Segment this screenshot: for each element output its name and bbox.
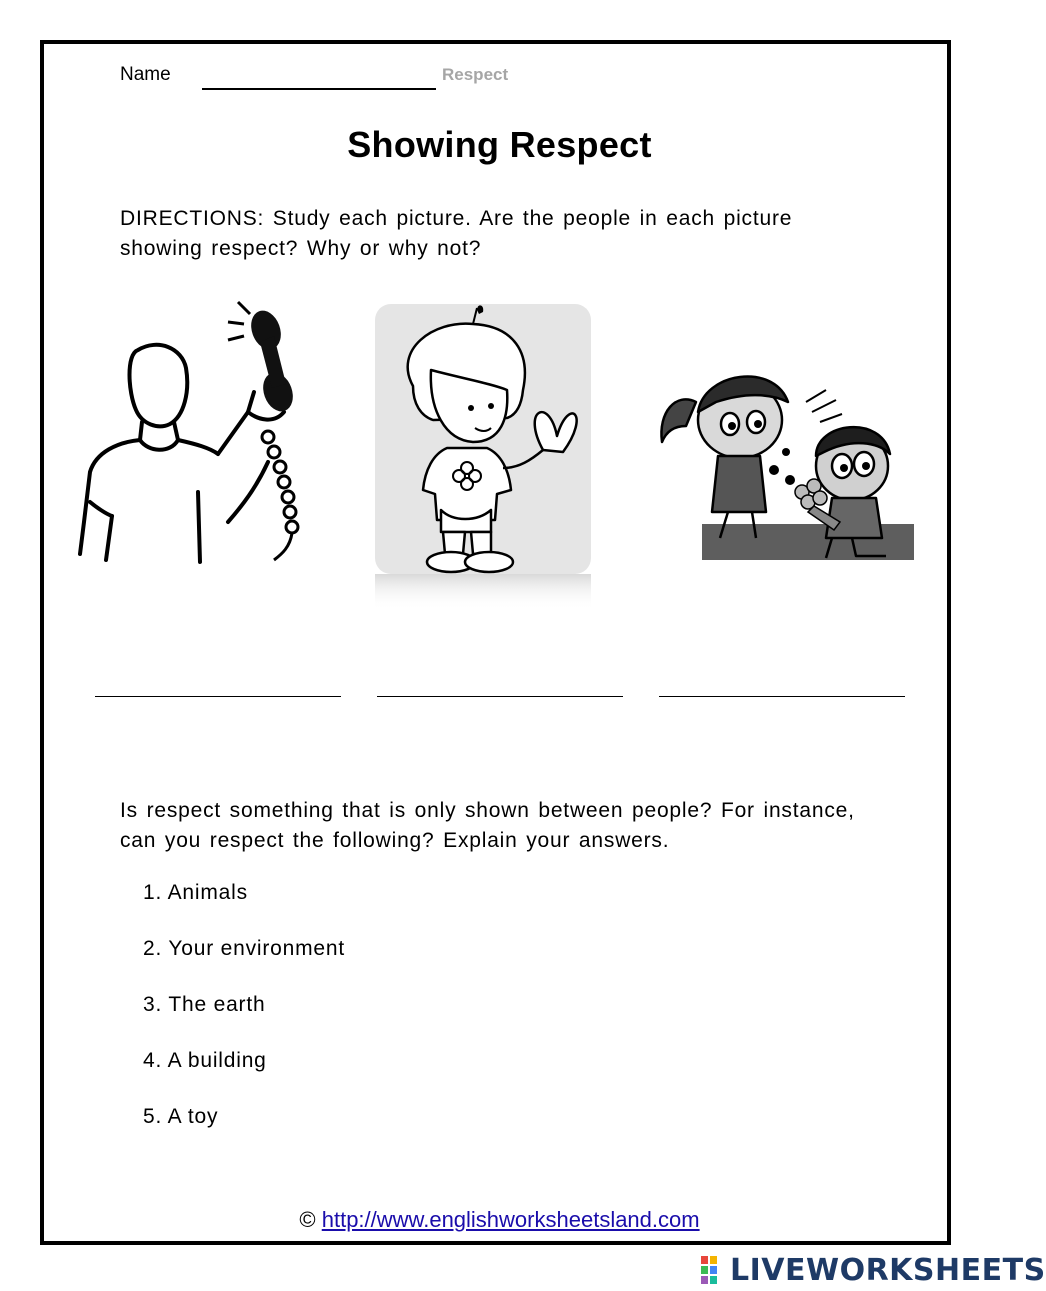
copyright-symbol: © — [299, 1207, 316, 1232]
list-item: 3. The earth — [143, 993, 266, 1016]
liveworksheets-brand[interactable] — [700, 1253, 1046, 1287]
list-item: 4. A building — [143, 1049, 267, 1072]
person-on-phone-icon — [78, 292, 308, 567]
name-input-line[interactable] — [202, 88, 436, 90]
answer-line-2[interactable] — [377, 696, 623, 697]
name-label: Name — [120, 64, 171, 85]
subject-tag: Respect — [442, 65, 509, 84]
list-item: 5. A toy — [143, 1105, 219, 1128]
page-title: Showing Respect — [347, 124, 652, 165]
liveworksheets-logo-icon — [700, 1255, 728, 1285]
source-link[interactable]: http://www.englishworksheetsland.com — [321, 1207, 700, 1232]
question-text: Is respect something that is only shown between people? For instance, can you respect the following? Explain your answers. — [120, 799, 855, 852]
answer-line-3[interactable] — [659, 696, 905, 697]
footer — [44, 1207, 955, 1233]
directions-text: DIRECTIONS: Study each picture. Are the people in each picture showing respect? Why or why not? — [120, 207, 793, 260]
list-item: 1. Animals — [143, 881, 248, 904]
boy-giving-flowers-icon — [656, 342, 916, 564]
worksheet-page — [40, 40, 951, 1245]
child-with-butterfly-icon — [373, 300, 593, 610]
brand-name: LIVEWORKSHEETS — [730, 1252, 1046, 1288]
answer-line-1[interactable] — [95, 696, 341, 697]
list-item: 2. Your environment — [143, 937, 345, 960]
